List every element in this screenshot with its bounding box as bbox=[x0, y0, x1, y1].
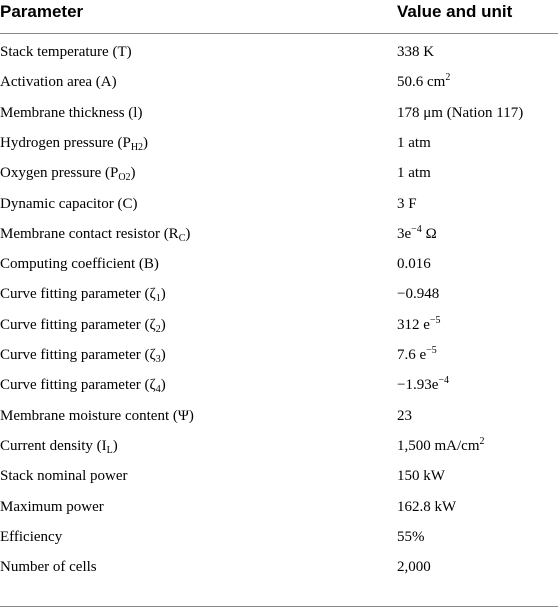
value-cell bbox=[397, 67, 450, 97]
subscript: 3 bbox=[155, 354, 161, 365]
table-row bbox=[0, 189, 558, 219]
superscript: −4 bbox=[411, 223, 422, 235]
table-row bbox=[0, 492, 558, 522]
text-segment: Curve fitting parameter (ζ bbox=[0, 316, 156, 333]
text-segment: Curve fitting parameter (ζ bbox=[0, 286, 156, 303]
parameter-cell bbox=[0, 431, 118, 461]
header-value-and-unit: Value and unit bbox=[397, 2, 513, 21]
bottom-rule bbox=[0, 606, 558, 607]
text-segment: Maximum power bbox=[0, 498, 104, 515]
table-row bbox=[0, 98, 558, 128]
table-row bbox=[0, 552, 558, 582]
subscript: 2 bbox=[155, 323, 161, 335]
header-rule bbox=[0, 33, 558, 34]
parameter-cell bbox=[0, 219, 190, 249]
table-row bbox=[0, 340, 558, 370]
parameter-cell bbox=[0, 158, 136, 188]
value-cell bbox=[397, 189, 417, 219]
value-cell bbox=[397, 98, 523, 128]
parameter-cell bbox=[0, 98, 142, 128]
header-parameter: Parameter bbox=[0, 2, 84, 21]
text-segment: Curve fitting parameter (ζ bbox=[0, 347, 156, 363]
text-segment: 2,000 bbox=[397, 559, 431, 576]
parameter-cell bbox=[0, 370, 166, 400]
text-segment: 312 e bbox=[397, 316, 430, 333]
text-segment: 3 F bbox=[397, 195, 417, 212]
parameter-cell bbox=[0, 461, 127, 491]
parameter-cell bbox=[0, 401, 194, 431]
text-segment: ) bbox=[143, 134, 149, 151]
text-segment: Ω bbox=[421, 225, 437, 242]
text-segment: Number of cells bbox=[0, 559, 97, 576]
parameter-cell bbox=[0, 310, 166, 340]
table-row bbox=[0, 370, 558, 400]
text-segment: 55% bbox=[397, 528, 425, 545]
parameter-cell bbox=[0, 249, 159, 279]
text-segment: 1,500 mA/cm bbox=[397, 437, 480, 454]
parameter-cell bbox=[0, 67, 117, 97]
text-segment: Membrane contact resistor (R bbox=[0, 225, 179, 242]
text-segment: ) bbox=[160, 316, 166, 333]
text-segment: 50.6 cm bbox=[397, 74, 446, 91]
value-cell bbox=[397, 37, 434, 67]
value-cell bbox=[397, 310, 441, 340]
text-segment: 0.016 bbox=[397, 256, 431, 273]
table-row bbox=[0, 219, 558, 249]
text-segment: Computing coefficient (B) bbox=[0, 256, 159, 273]
subscript: C bbox=[178, 232, 186, 244]
table-row bbox=[0, 522, 558, 552]
text-segment: Stack nominal power bbox=[0, 468, 128, 485]
text-segment: ) bbox=[160, 377, 166, 394]
text-segment: Current density (I bbox=[0, 437, 107, 454]
text-segment: −0.948 bbox=[397, 286, 440, 303]
parameter-cell bbox=[0, 552, 97, 582]
text-segment: Membrane thickness (l) bbox=[0, 104, 143, 121]
superscript: 2 bbox=[479, 435, 485, 447]
table-row bbox=[0, 431, 558, 461]
text-segment: 162.8 kW bbox=[397, 498, 457, 515]
text-segment: ) bbox=[112, 437, 118, 454]
text-segment: Hydrogen pressure (P bbox=[0, 134, 131, 151]
parameter-cell bbox=[0, 340, 166, 370]
parameter-cell bbox=[0, 37, 132, 67]
parameter-cell bbox=[0, 279, 166, 309]
subscript: 4 bbox=[155, 384, 161, 396]
table-row bbox=[0, 461, 558, 491]
text-segment: 1 atm bbox=[397, 134, 431, 151]
text-segment: 178 μm (Nation 117) bbox=[397, 104, 524, 121]
value-cell bbox=[397, 492, 456, 522]
text-segment: 3e bbox=[397, 225, 412, 242]
parameter-cell bbox=[0, 522, 62, 552]
table-row bbox=[0, 128, 558, 158]
superscript: −4 bbox=[438, 375, 450, 387]
value-cell bbox=[397, 158, 431, 188]
value-cell bbox=[397, 522, 425, 552]
text-segment: Stack temperature (T) bbox=[0, 44, 132, 60]
superscript: −5 bbox=[426, 345, 437, 356]
value-cell bbox=[397, 401, 412, 431]
table-row bbox=[0, 249, 558, 279]
subscript: L bbox=[106, 444, 113, 456]
text-segment: Dynamic capacitor (C) bbox=[0, 195, 138, 212]
value-cell bbox=[397, 279, 439, 309]
table-row bbox=[0, 401, 558, 431]
text-segment: ) bbox=[185, 225, 191, 242]
text-segment: 150 kW bbox=[397, 468, 445, 485]
value-cell bbox=[397, 249, 431, 279]
text-segment: Efficiency bbox=[0, 528, 63, 545]
text-segment: ) bbox=[160, 347, 166, 363]
value-cell bbox=[397, 128, 431, 158]
subscript: 1 bbox=[155, 293, 161, 305]
text-segment: Activation area (A) bbox=[0, 74, 117, 91]
value-cell bbox=[397, 431, 485, 461]
text-segment: 338 K bbox=[397, 44, 435, 60]
parameter-cell bbox=[0, 128, 148, 158]
subscript: H2 bbox=[130, 141, 144, 153]
superscript: 2 bbox=[445, 72, 451, 84]
text-segment: 23 bbox=[397, 407, 412, 424]
text-segment: ) bbox=[160, 286, 166, 303]
value-cell bbox=[397, 219, 437, 249]
value-cell bbox=[397, 461, 445, 491]
text-segment: 1 atm bbox=[397, 165, 431, 182]
text-segment: −1.93e bbox=[397, 377, 439, 394]
value-cell bbox=[397, 552, 431, 582]
text-segment: Oxygen pressure (P bbox=[0, 165, 119, 182]
table-row bbox=[0, 158, 558, 188]
value-cell bbox=[397, 370, 449, 400]
table-row bbox=[0, 279, 558, 309]
text-segment: Curve fitting parameter (ζ bbox=[0, 377, 156, 394]
text-segment: Membrane moisture content (Ψ) bbox=[0, 407, 194, 424]
subscript: O2 bbox=[118, 172, 131, 184]
table-row bbox=[0, 37, 558, 67]
text-segment: 7.6 e bbox=[397, 347, 427, 363]
table-row bbox=[0, 310, 558, 340]
parameter-cell bbox=[0, 492, 104, 522]
text-segment: ) bbox=[130, 165, 136, 182]
parameter-cell bbox=[0, 189, 137, 219]
table-row bbox=[0, 67, 558, 97]
superscript: −5 bbox=[429, 314, 441, 326]
value-cell bbox=[397, 340, 437, 370]
